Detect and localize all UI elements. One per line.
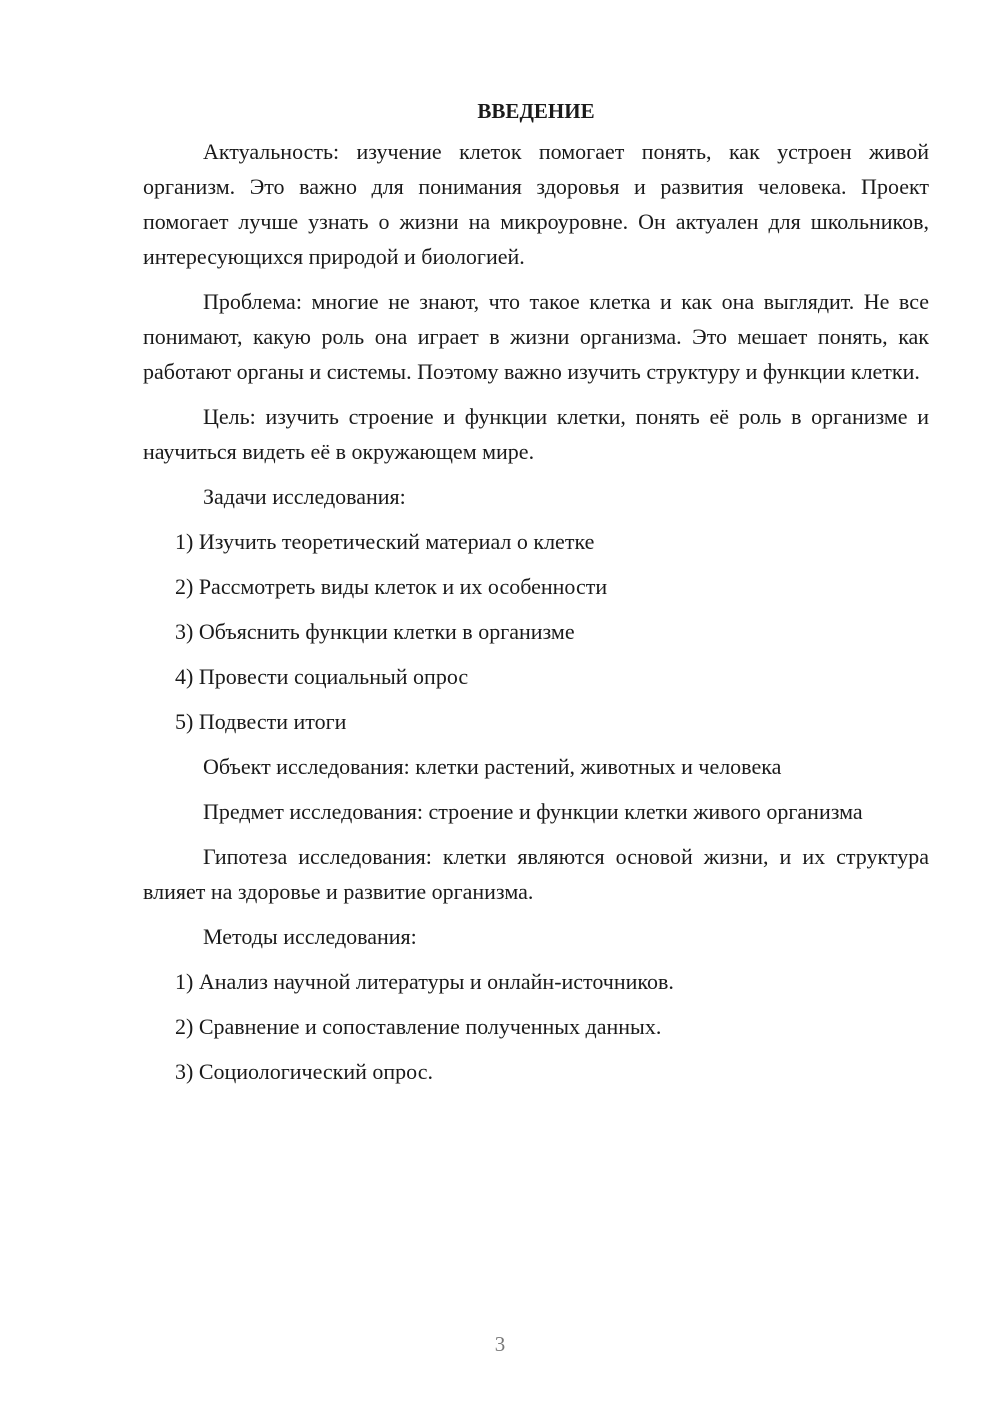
goal-paragraph: Цель: изучить строение и функции клетки, понять её роль в организме и научиться видеть её в окружающем мире. [143,404,929,464]
problem-paragraph: Проблема: многие не знают, что такое клетка и как она выглядит. Не все понимают, какую роль она играет в жизни организма. Это мешает понять, как работают органы и системы. Поэтому важно изучить структуру и функции клетки. [143,289,929,384]
object-paragraph: Объект исследования: клетки растений, животных и человека [203,754,782,779]
relevance-paragraph: Актуальность: изучение клеток помогает понять, как устроен живой организм. Это важно для понимания здоровья и развития человека. Проект помогает лучше узнать о жизни на микроуровне. Он актуален для школьников, интересующихся природой и биологией. [143,139,929,269]
page-title: ВВЕДЕНИЕ [477,99,595,123]
task-item: 2) Рассмотреть виды клеток и их особенности [175,574,608,599]
subject-paragraph: Предмет исследования: строение и функции клетки живого организма [203,799,863,824]
method-item: 2) Сравнение и сопоставление полученных данных. [175,1014,662,1039]
task-item: 1) Изучить теоретический материал о клетке [175,529,595,554]
task-item: 3) Объяснить функции клетки в организме [175,619,575,644]
tasks-heading: Задачи исследования: [203,484,406,509]
page-number: 3 [494,1332,506,1356]
page-content [143,96,929,1099]
task-item: 5) Подвести итоги [175,709,347,734]
task-item: 4) Провести социальный опрос [175,664,469,689]
methods-heading: Методы исследования: [203,924,417,949]
hypothesis-paragraph: Гипотеза исследования: клетки являются основой жизни, и их структура влияет на здоровье и развитие организма. [143,844,929,904]
method-item: 1) Анализ научной литературы и онлайн-источников. [175,969,674,994]
method-item: 3) Социологический опрос. [175,1059,433,1084]
